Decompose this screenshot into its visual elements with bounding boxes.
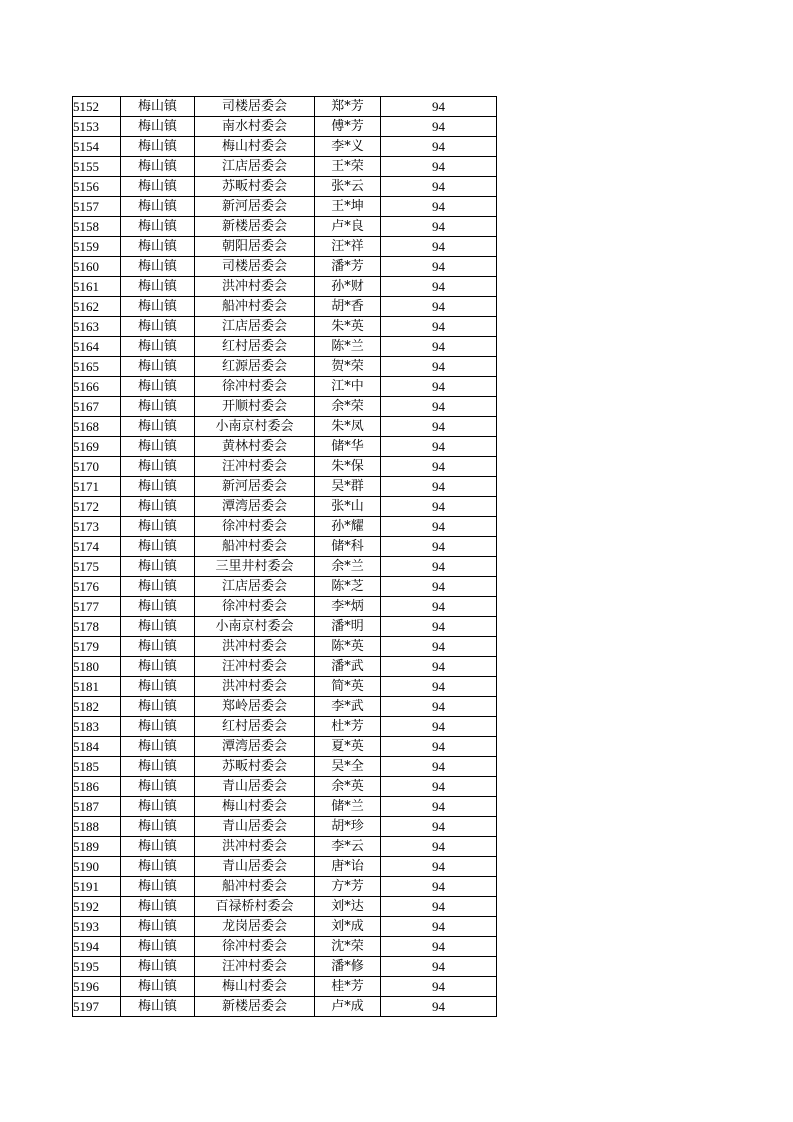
row-number-cell: 5161 [73,277,121,297]
town-cell: 梅山镇 [121,917,195,937]
committee-cell: 船冲村委会 [195,537,315,557]
town-cell: 梅山镇 [121,237,195,257]
table-row [73,877,497,897]
town-cell: 梅山镇 [121,177,195,197]
score-cell: 94 [381,137,497,157]
town-cell: 梅山镇 [121,657,195,677]
committee-cell: 青山居委会 [195,817,315,837]
town-cell: 梅山镇 [121,397,195,417]
row-number-cell: 5192 [73,897,121,917]
town-cell: 梅山镇 [121,437,195,457]
committee-cell: 洪冲村委会 [195,677,315,697]
row-number-cell: 5182 [73,697,121,717]
person-name-cell: 傅*芳 [315,117,381,137]
row-number-cell: 5179 [73,637,121,657]
person-name-cell: 朱*凤 [315,417,381,437]
table-row [73,97,497,117]
person-name-cell: 王*坤 [315,197,381,217]
person-name-cell: 潘*武 [315,657,381,677]
row-number-cell: 5196 [73,977,121,997]
table-row [73,497,497,517]
row-number-cell: 5188 [73,817,121,837]
table-row [73,317,497,337]
town-cell: 梅山镇 [121,197,195,217]
town-cell: 梅山镇 [121,617,195,637]
committee-cell: 徐冲村委会 [195,597,315,617]
person-name-cell: 余*兰 [315,557,381,577]
table-row [73,797,497,817]
row-number-cell: 5177 [73,597,121,617]
person-name-cell: 沈*荣 [315,937,381,957]
town-cell: 梅山镇 [121,937,195,957]
score-cell: 94 [381,857,497,877]
town-cell: 梅山镇 [121,757,195,777]
person-name-cell: 孙*耀 [315,517,381,537]
town-cell: 梅山镇 [121,817,195,837]
committee-cell: 红源居委会 [195,357,315,377]
committee-cell: 汪冲村委会 [195,457,315,477]
row-number-cell: 5189 [73,837,121,857]
table-row [73,257,497,277]
row-number-cell: 5165 [73,357,121,377]
committee-cell: 青山居委会 [195,857,315,877]
town-cell: 梅山镇 [121,737,195,757]
row-number-cell: 5170 [73,457,121,477]
town-cell: 梅山镇 [121,997,195,1017]
committee-cell: 三里井村委会 [195,557,315,577]
town-cell: 梅山镇 [121,597,195,617]
committee-cell: 司楼居委会 [195,97,315,117]
table-row [73,657,497,677]
table-row [73,917,497,937]
person-name-cell: 杜*芳 [315,717,381,737]
person-name-cell: 余*英 [315,777,381,797]
committee-cell: 江店居委会 [195,157,315,177]
row-number-cell: 5193 [73,917,121,937]
score-cell: 94 [381,457,497,477]
table-row [73,137,497,157]
town-cell: 梅山镇 [121,457,195,477]
town-cell: 梅山镇 [121,777,195,797]
person-name-cell: 李*云 [315,837,381,857]
person-name-cell: 桂*芳 [315,977,381,997]
table-row [73,197,497,217]
table-row [73,377,497,397]
committee-cell: 小南京村委会 [195,617,315,637]
town-cell: 梅山镇 [121,377,195,397]
person-name-cell: 李*炳 [315,597,381,617]
row-number-cell: 5157 [73,197,121,217]
row-number-cell: 5159 [73,237,121,257]
score-cell: 94 [381,297,497,317]
score-cell: 94 [381,937,497,957]
person-name-cell: 潘*芳 [315,257,381,277]
score-cell: 94 [381,677,497,697]
town-cell: 梅山镇 [121,717,195,737]
score-cell: 94 [381,737,497,757]
committee-cell: 徐冲村委会 [195,517,315,537]
row-number-cell: 5180 [73,657,121,677]
person-name-cell: 卢*良 [315,217,381,237]
row-number-cell: 5185 [73,757,121,777]
score-cell: 94 [381,477,497,497]
town-cell: 梅山镇 [121,897,195,917]
table-row [73,717,497,737]
score-cell: 94 [381,317,497,337]
town-cell: 梅山镇 [121,97,195,117]
table-row [73,237,497,257]
committee-cell: 徐冲村委会 [195,377,315,397]
table-row [73,357,497,377]
row-number-cell: 5154 [73,137,121,157]
town-cell: 梅山镇 [121,677,195,697]
row-number-cell: 5187 [73,797,121,817]
table-row [73,537,497,557]
town-cell: 梅山镇 [121,297,195,317]
committee-cell: 朝阳居委会 [195,237,315,257]
committee-cell: 新河居委会 [195,477,315,497]
row-number-cell: 5186 [73,777,121,797]
committee-cell: 徐冲村委会 [195,937,315,957]
row-number-cell: 5153 [73,117,121,137]
score-cell: 94 [381,417,497,437]
committee-cell: 洪冲村委会 [195,277,315,297]
row-number-cell: 5155 [73,157,121,177]
person-name-cell: 郑*芳 [315,97,381,117]
town-cell: 梅山镇 [121,877,195,897]
row-number-cell: 5175 [73,557,121,577]
row-number-cell: 5191 [73,877,121,897]
row-number-cell: 5160 [73,257,121,277]
table-row [73,857,497,877]
table-row [73,597,497,617]
row-number-cell: 5172 [73,497,121,517]
town-cell: 梅山镇 [121,837,195,857]
table-row [73,457,497,477]
table-row [73,777,497,797]
person-name-cell: 卢*成 [315,997,381,1017]
committee-cell: 红村居委会 [195,717,315,737]
score-cell: 94 [381,837,497,857]
committee-cell: 江店居委会 [195,577,315,597]
town-cell: 梅山镇 [121,977,195,997]
row-number-cell: 5178 [73,617,121,637]
person-name-cell: 胡*香 [315,297,381,317]
committee-cell: 郑岭居委会 [195,697,315,717]
table-row [73,937,497,957]
committee-cell: 南水村委会 [195,117,315,137]
person-name-cell: 胡*珍 [315,817,381,837]
town-cell: 梅山镇 [121,857,195,877]
score-cell: 94 [381,177,497,197]
person-name-cell: 朱*英 [315,317,381,337]
table-row [73,677,497,697]
score-cell: 94 [381,357,497,377]
town-cell: 梅山镇 [121,577,195,597]
score-cell: 94 [381,957,497,977]
town-cell: 梅山镇 [121,357,195,377]
town-cell: 梅山镇 [121,537,195,557]
score-cell: 94 [381,337,497,357]
score-cell: 94 [381,197,497,217]
town-cell: 梅山镇 [121,337,195,357]
roster-body [73,97,497,1017]
person-name-cell: 陈*芝 [315,577,381,597]
table-row [73,757,497,777]
table-row [73,217,497,237]
person-name-cell: 孙*财 [315,277,381,297]
score-cell: 94 [381,377,497,397]
row-number-cell: 5169 [73,437,121,457]
row-number-cell: 5181 [73,677,121,697]
town-cell: 梅山镇 [121,957,195,977]
score-cell: 94 [381,257,497,277]
person-name-cell: 李*义 [315,137,381,157]
table-row [73,417,497,437]
row-number-cell: 5152 [73,97,121,117]
committee-cell: 百禄桥村委会 [195,897,315,917]
table-row [73,837,497,857]
town-cell: 梅山镇 [121,157,195,177]
town-cell: 梅山镇 [121,217,195,237]
person-name-cell: 贺*荣 [315,357,381,377]
score-cell: 94 [381,217,497,237]
person-name-cell: 陈*英 [315,637,381,657]
committee-cell: 青山居委会 [195,777,315,797]
score-cell: 94 [381,437,497,457]
table-row [73,577,497,597]
score-cell: 94 [381,277,497,297]
person-name-cell: 余*荣 [315,397,381,417]
score-cell: 94 [381,977,497,997]
score-cell: 94 [381,577,497,597]
table-row [73,277,497,297]
committee-cell: 梅山村委会 [195,137,315,157]
row-number-cell: 5183 [73,717,121,737]
table-row [73,437,497,457]
score-cell: 94 [381,777,497,797]
town-cell: 梅山镇 [121,277,195,297]
committee-cell: 汪冲村委会 [195,957,315,977]
committee-cell: 梅山村委会 [195,797,315,817]
table-row [73,337,497,357]
table-row [73,817,497,837]
table-row [73,117,497,137]
town-cell: 梅山镇 [121,517,195,537]
town-cell: 梅山镇 [121,417,195,437]
score-cell: 94 [381,697,497,717]
committee-cell: 江店居委会 [195,317,315,337]
town-cell: 梅山镇 [121,317,195,337]
score-cell: 94 [381,637,497,657]
row-number-cell: 5184 [73,737,121,757]
person-name-cell: 夏*英 [315,737,381,757]
committee-cell: 洪冲村委会 [195,637,315,657]
person-name-cell: 张*山 [315,497,381,517]
town-cell: 梅山镇 [121,117,195,137]
table-row [73,557,497,577]
roster-table [72,96,497,1017]
row-number-cell: 5168 [73,417,121,437]
town-cell: 梅山镇 [121,497,195,517]
person-name-cell: 陈*兰 [315,337,381,357]
town-cell: 梅山镇 [121,137,195,157]
committee-cell: 龙岗居委会 [195,917,315,937]
score-cell: 94 [381,237,497,257]
row-number-cell: 5162 [73,297,121,317]
person-name-cell: 刘*达 [315,897,381,917]
committee-cell: 新楼居委会 [195,217,315,237]
person-name-cell: 储*兰 [315,797,381,817]
row-number-cell: 5195 [73,957,121,977]
score-cell: 94 [381,157,497,177]
committee-cell: 红村居委会 [195,337,315,357]
committee-cell: 新楼居委会 [195,997,315,1017]
person-name-cell: 方*芳 [315,877,381,897]
person-name-cell: 王*荣 [315,157,381,177]
score-cell: 94 [381,117,497,137]
row-number-cell: 5167 [73,397,121,417]
town-cell: 梅山镇 [121,477,195,497]
town-cell: 梅山镇 [121,797,195,817]
person-name-cell: 简*英 [315,677,381,697]
table-row [73,517,497,537]
table-row [73,617,497,637]
score-cell: 94 [381,917,497,937]
committee-cell: 司楼居委会 [195,257,315,277]
table-row [73,637,497,657]
row-number-cell: 5163 [73,317,121,337]
score-cell: 94 [381,617,497,637]
committee-cell: 黄林村委会 [195,437,315,457]
score-cell: 94 [381,757,497,777]
person-name-cell: 刘*成 [315,917,381,937]
table-row [73,697,497,717]
committee-cell: 潭湾居委会 [195,737,315,757]
score-cell: 94 [381,597,497,617]
score-cell: 94 [381,397,497,417]
person-name-cell: 潘*明 [315,617,381,637]
table-row [73,477,497,497]
committee-cell: 船冲村委会 [195,297,315,317]
person-name-cell: 吴*群 [315,477,381,497]
row-number-cell: 5158 [73,217,121,237]
score-cell: 94 [381,877,497,897]
person-name-cell: 唐*诒 [315,857,381,877]
committee-cell: 船冲村委会 [195,877,315,897]
town-cell: 梅山镇 [121,257,195,277]
table-row [73,957,497,977]
person-name-cell: 朱*保 [315,457,381,477]
score-cell: 94 [381,497,497,517]
committee-cell: 潭湾居委会 [195,497,315,517]
table-row [73,297,497,317]
score-cell: 94 [381,557,497,577]
row-number-cell: 5171 [73,477,121,497]
person-name-cell: 潘*修 [315,957,381,977]
table-row [73,157,497,177]
score-cell: 94 [381,517,497,537]
table-row [73,897,497,917]
person-name-cell: 汪*祥 [315,237,381,257]
person-name-cell: 储*华 [315,437,381,457]
town-cell: 梅山镇 [121,557,195,577]
row-number-cell: 5166 [73,377,121,397]
score-cell: 94 [381,537,497,557]
committee-cell: 小南京村委会 [195,417,315,437]
row-number-cell: 5156 [73,177,121,197]
row-number-cell: 5190 [73,857,121,877]
committee-cell: 开顺村委会 [195,397,315,417]
table-row [73,397,497,417]
score-cell: 94 [381,97,497,117]
committee-cell: 梅山村委会 [195,977,315,997]
committee-cell: 苏畈村委会 [195,757,315,777]
table-row [73,997,497,1017]
row-number-cell: 5197 [73,997,121,1017]
person-name-cell: 张*云 [315,177,381,197]
person-name-cell: 储*科 [315,537,381,557]
committee-cell: 苏畈村委会 [195,177,315,197]
table-row [73,177,497,197]
row-number-cell: 5194 [73,937,121,957]
score-cell: 94 [381,657,497,677]
person-name-cell: 吴*全 [315,757,381,777]
person-name-cell: 江*中 [315,377,381,397]
row-number-cell: 5173 [73,517,121,537]
score-cell: 94 [381,897,497,917]
row-number-cell: 5174 [73,537,121,557]
row-number-cell: 5176 [73,577,121,597]
town-cell: 梅山镇 [121,697,195,717]
committee-cell: 洪冲村委会 [195,837,315,857]
table-row [73,737,497,757]
table-row [73,977,497,997]
row-number-cell: 5164 [73,337,121,357]
committee-cell: 新河居委会 [195,197,315,217]
score-cell: 94 [381,797,497,817]
score-cell: 94 [381,717,497,737]
score-cell: 94 [381,997,497,1017]
committee-cell: 汪冲村委会 [195,657,315,677]
person-name-cell: 李*武 [315,697,381,717]
town-cell: 梅山镇 [121,637,195,657]
score-cell: 94 [381,817,497,837]
